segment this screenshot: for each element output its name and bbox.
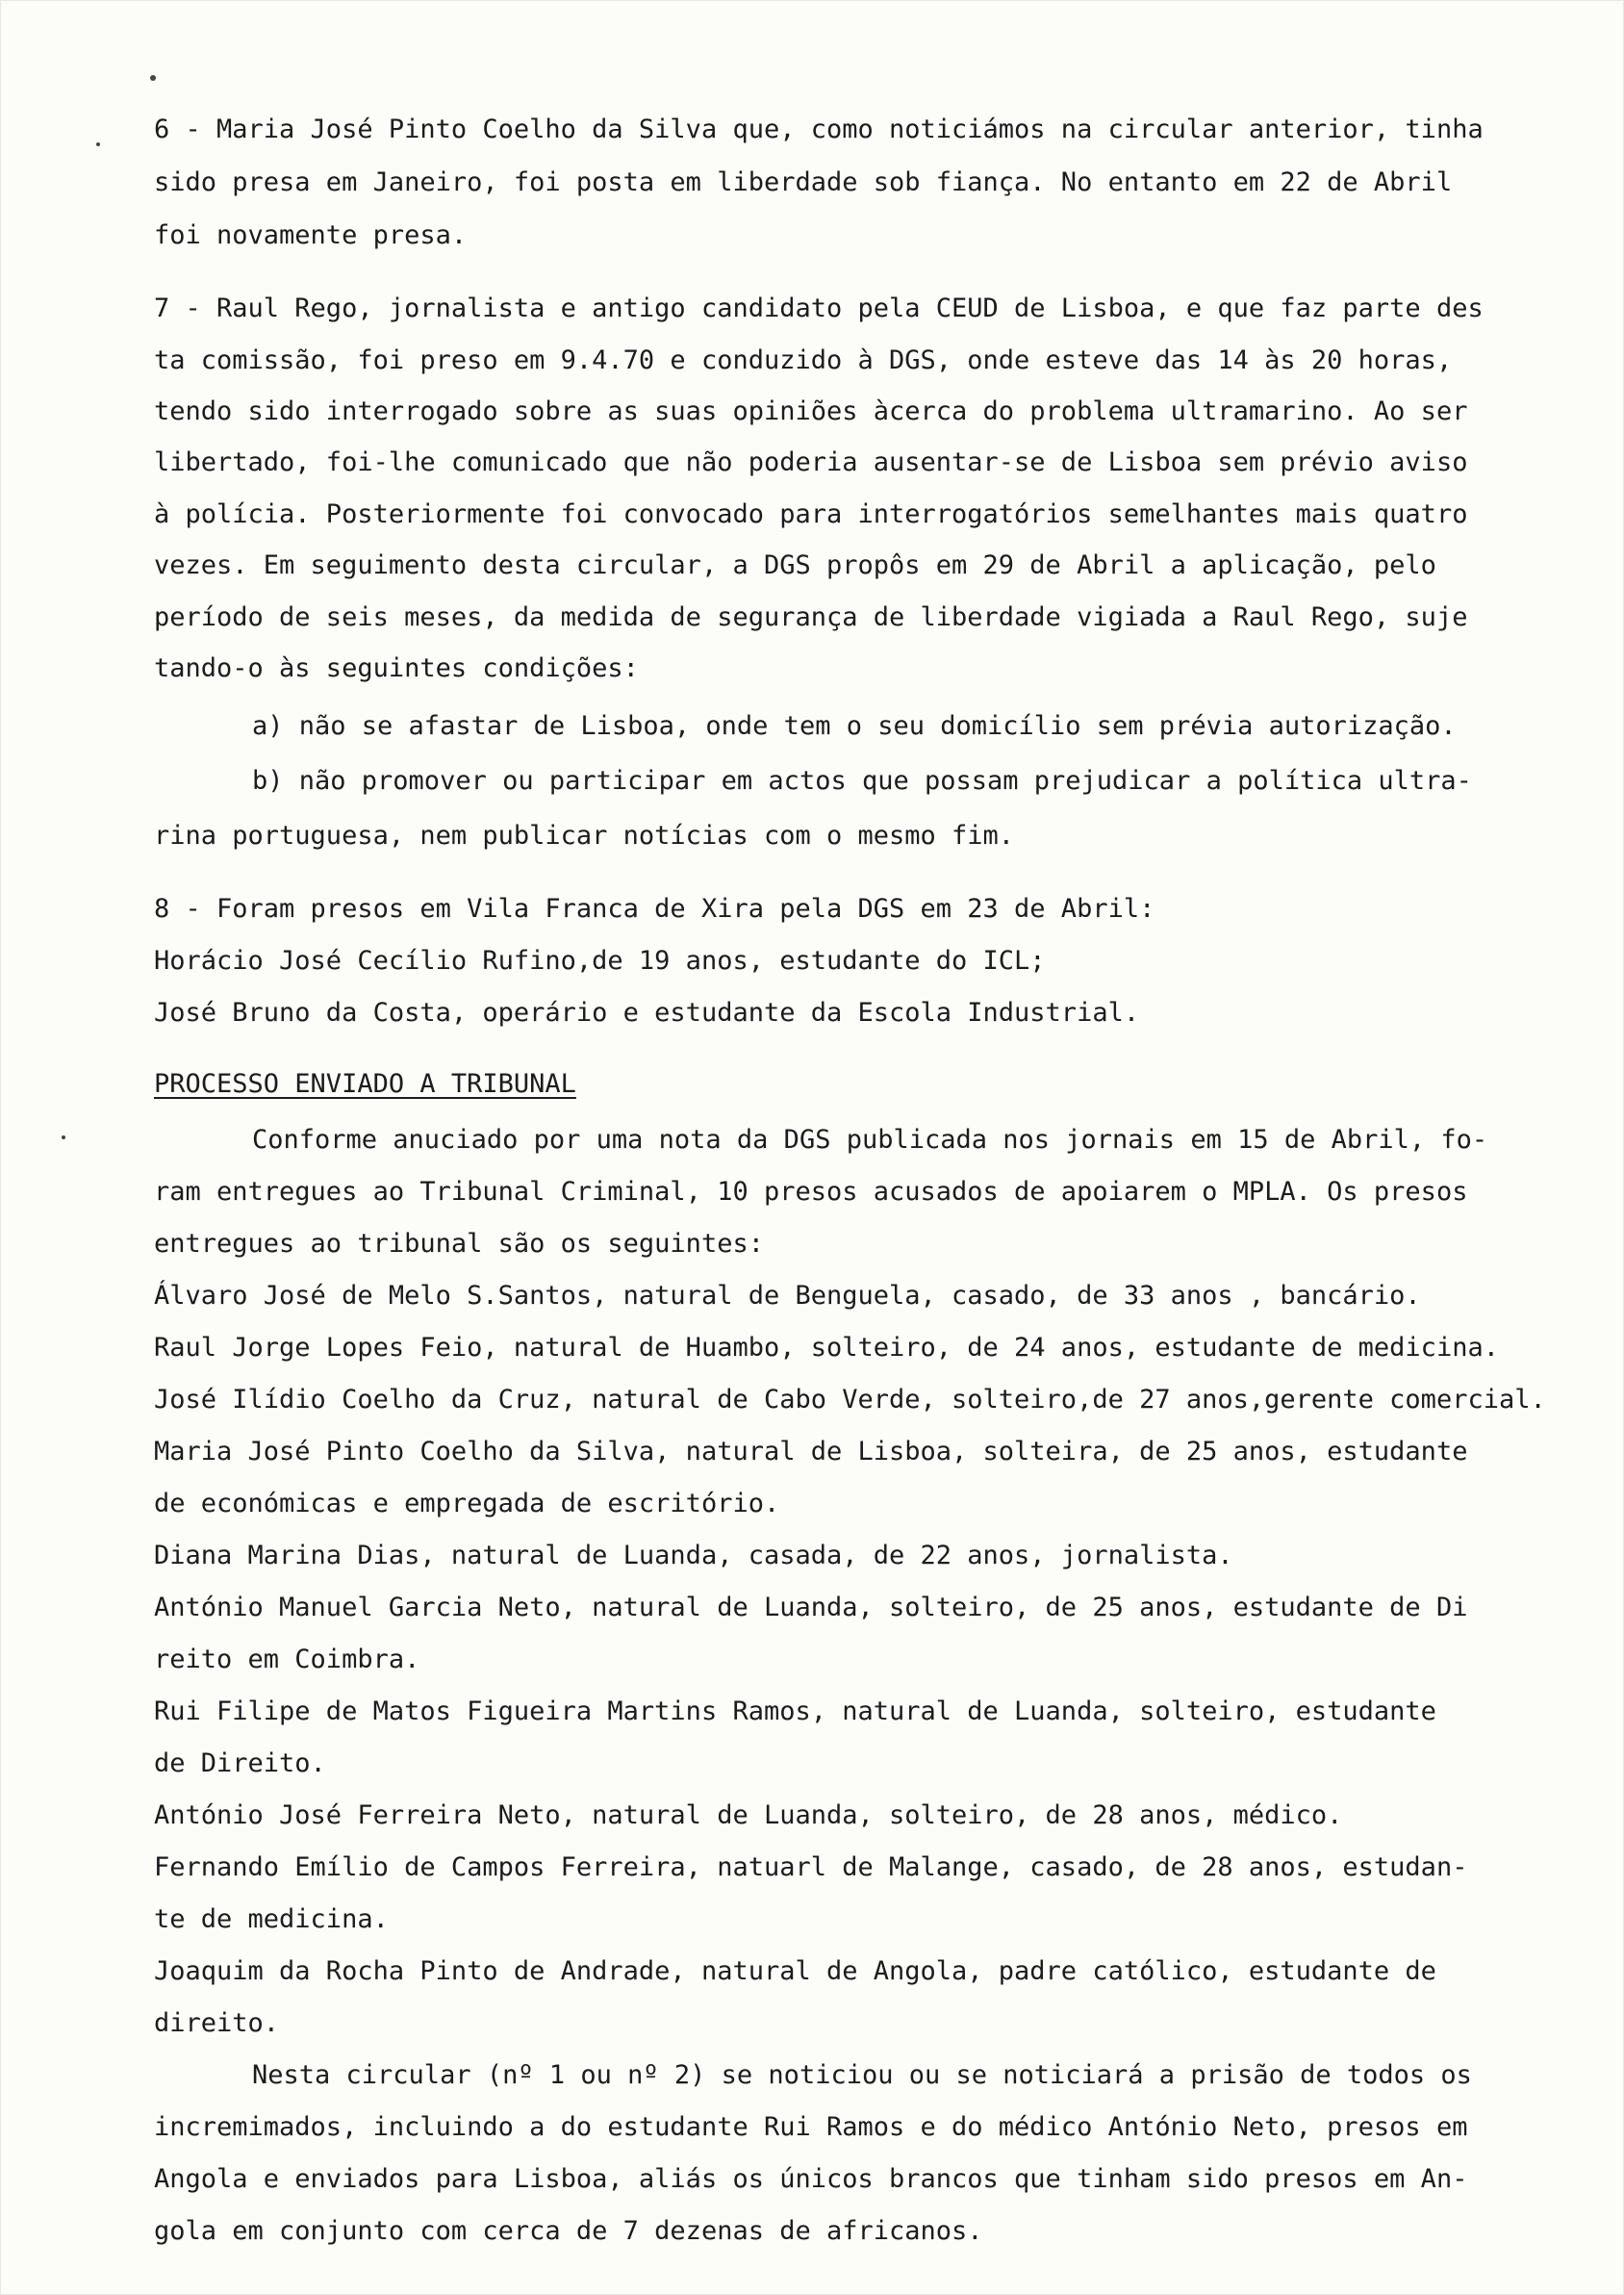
closing-line: incremimados, incluindo a do estudante Rui Ramos e do médico António Neto, presos em [154, 2112, 1468, 2142]
punch-mark [96, 142, 100, 146]
intro-line: ram entregues ao Tribunal Criminal, 10 presos acusados de apoiarem o MPLA. Os presos [154, 1177, 1468, 1207]
item6-line: foi novamente presa. [154, 220, 468, 250]
prisoner-line: reito em Coimbra. [154, 1645, 420, 1674]
prisoner-line: te de medicina. [154, 1904, 389, 1934]
intro-line: entregues ao tribunal são os seguintes: [154, 1229, 764, 1259]
item8-line: Horácio José Cecílio Rufino,de 19 anos, estudante do ICL; [154, 946, 1046, 976]
item7-line: ta comissão, foi preso em 9.4.70 e conduzido à DGS, onde esteve das 14 às 20 horas, [154, 345, 1453, 375]
condition-a: a) não se afastar de Lisboa, onde tem o seu domicílio sem prévia autorização. [252, 711, 1457, 741]
item7-line: tando-o às seguintes condições: [154, 653, 639, 683]
prisoner-line: José Ilídio Coelho da Cruz, natural de Cabo Verde, solteiro,de 27 anos,gerente comercial. [154, 1385, 1546, 1415]
closing-line: gola em conjunto com cerca de 7 dezenas de africanos. [154, 2216, 983, 2246]
closing-line: Angola e enviados para Lisboa, aliás os únicos brancos que tinham sido presos em An- [154, 2164, 1468, 2194]
item7-line: à polícia. Posteriormente foi convocado para interrogatórios semelhantes mais quatro [154, 499, 1468, 529]
punch-mark [150, 75, 156, 81]
prisoner-line: António José Ferreira Neto, natural de Luanda, solteiro, de 28 anos, médico. [154, 1800, 1343, 1830]
section-heading: PROCESSO ENVIADO A TRIBUNAL [154, 1069, 576, 1099]
prisoner-line: Diana Marina Dias, natural de Luanda, casada, de 22 anos, jornalista. [154, 1541, 1233, 1570]
item7-line: período de seis meses, da medida de segurança de liberdade vigiada a Raul Rego, suje [154, 602, 1468, 632]
punch-mark [62, 1135, 65, 1139]
item6-line: sido presa em Janeiro, foi posta em liberdade sob fiança. No entanto em 22 de Abril [154, 167, 1453, 197]
condition-b-continued: rina portuguesa, nem publicar notícias com o mesmo fim. [154, 821, 1015, 851]
intro-line: Conforme anuciado por uma nota da DGS publicada nos jornais em 15 de Abril, fo- [252, 1125, 1488, 1155]
item6-line: 6 - Maria José Pinto Coelho da Silva que, como noticiámos na circular anterior, tinha [154, 115, 1484, 144]
item8-line: José Bruno da Costa, operário e estudante da Escola Industrial. [154, 998, 1140, 1028]
prisoner-line: direito. [154, 2008, 280, 2038]
prisoner-line: Fernando Emílio de Campos Ferreira, natuarl de Malange, casado, de 28 anos, estudan- [154, 1852, 1468, 1882]
item7-line: libertado, foi-lhe comunicado que não poderia ausentar-se de Lisboa sem prévio aviso [154, 447, 1468, 477]
closing-line: Nesta circular (nº 1 ou nº 2) se noticiou ou se noticiará a prisão de todos os [252, 2060, 1472, 2090]
item7-line: vezes. Em seguimento desta circular, a DGS propôs em 29 de Abril a aplicação, pelo [154, 550, 1436, 580]
prisoner-line: Álvaro José de Melo S.Santos, natural de Benguela, casado, de 33 anos , bancário. [154, 1281, 1421, 1311]
item8-line: 8 - Foram presos em Vila Franca de Xira pela DGS em 23 de Abril: [154, 894, 1155, 924]
prisoner-line: de Direito. [154, 1748, 326, 1778]
prisoner-line: António Manuel Garcia Neto, natural de Luanda, solteiro, de 25 anos, estudante de Di [154, 1593, 1468, 1622]
prisoner-line: Rui Filipe de Matos Figueira Martins Ramos, natural de Luanda, solteiro, estudante [154, 1696, 1436, 1726]
prisoner-line: Raul Jorge Lopes Feio, natural de Huambo, solteiro, de 24 anos, estudante de medicina. [154, 1333, 1499, 1363]
prisoner-line: de económicas e empregada de escritório. [154, 1489, 780, 1518]
prisoner-line: Maria José Pinto Coelho da Silva, natural de Lisboa, solteira, de 25 anos, estudante [154, 1437, 1468, 1466]
item7-line: tendo sido interrogado sobre as suas opiniões àcerca do problema ultramarino. Ao ser [154, 396, 1468, 426]
condition-b: b) não promover ou participar em actos que possam prejudicar a política ultra- [252, 766, 1472, 796]
item7-line: 7 - Raul Rego, jornalista e antigo candidato pela CEUD de Lisboa, e que faz parte des [154, 293, 1484, 323]
prisoner-line: Joaquim da Rocha Pinto de Andrade, natural de Angola, padre católico, estudante de [154, 1956, 1436, 1986]
